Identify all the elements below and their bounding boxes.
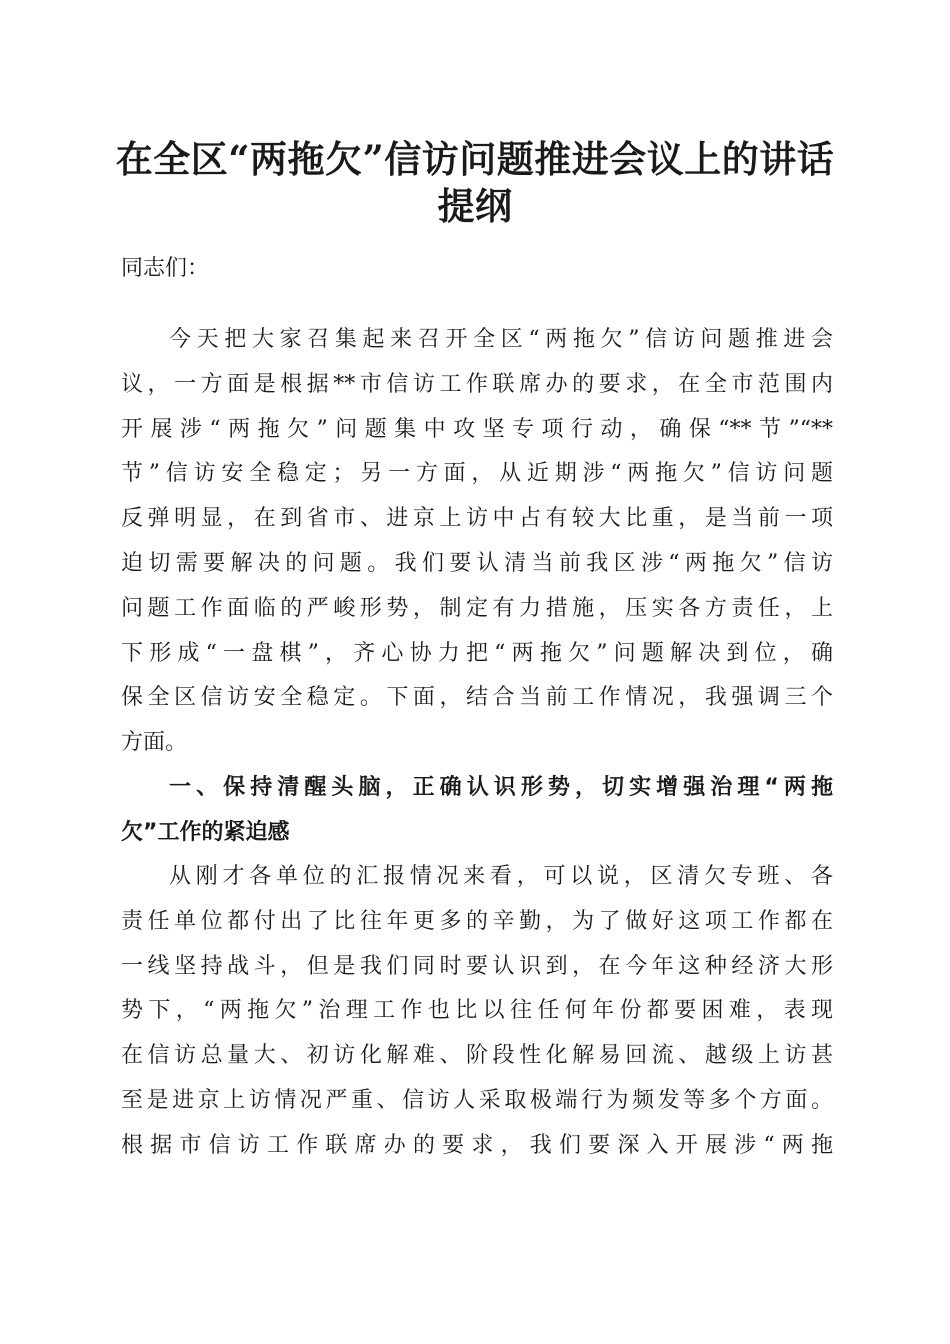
title-line-1: 在全区“两拖欠”信访问题推进会议上的讲话 <box>115 137 835 181</box>
paragraph-line: 在信访总量大、初访化解难、阶段性化解易回流、越级上访甚 <box>121 1043 833 1069</box>
paragraph-intro <box>121 325 833 758</box>
paragraph-line: 根据市信访工作联席办的要求，我们要深入开展涉“两拖 <box>121 1132 833 1158</box>
paragraph-line: 开展涉“两拖欠”问题集中攻坚专项行动，确保“**节”“** <box>121 416 833 442</box>
paragraph-line: 今天把大家召集起来召开全区“两拖欠”信访问题推进会 <box>169 327 833 352</box>
paragraph-line: 下形成“一盘棋”，齐心协力把“两拖欠”问题解决到位，确 <box>121 640 833 666</box>
paragraph-line: 反弹明显，在到省市、进京上访中占有较大比重，是当前一项 <box>121 506 833 532</box>
section-heading-1 <box>121 773 833 848</box>
paragraph-line: 节”信访安全稳定；另一方面，从近期涉“两拖欠”信访问题 <box>121 461 833 487</box>
paragraph-line: 责任单位都付出了比往年更多的辛勤，为了做好这项工作都在 <box>121 908 833 934</box>
title-line-2: 提纲 <box>437 184 513 228</box>
paragraph-line: 方面。 <box>121 730 188 756</box>
paragraph-line: 从刚才各单位的汇报情况来看，可以说，区清欠专班、各 <box>169 864 833 889</box>
salutation: 同志们： <box>121 256 210 281</box>
paragraph-line: 至是进京上访情况严重、信访人采取极端行为频发等多个方面。 <box>121 1087 833 1113</box>
paragraph-line: 问题工作面临的严峻形势，制定有力措施，压实各方责任，上 <box>121 595 833 621</box>
heading-line: 欠”工作的紧迫感 <box>121 819 290 845</box>
document-title <box>100 136 850 230</box>
paragraph-line: 议，一方面是根据**市信访工作联席办的要求，在全市范围内 <box>121 371 833 397</box>
paragraph-line: 迫切需要解决的问题。我们要认清当前我区涉“两拖欠”信访 <box>121 550 833 576</box>
paragraph-section-1 <box>121 862 833 1161</box>
paragraph-line: 保全区信访安全稳定。下面，结合当前工作情况，我强调三个 <box>121 685 833 711</box>
paragraph-line: 一线坚持战斗，但是我们同时要认识到，在今年这种经济大形 <box>121 953 833 979</box>
heading-line: 一、保持清醒头脑，正确认识形势，切实增强治理“两拖 <box>169 775 833 800</box>
paragraph-line: 势下，“两拖欠”治理工作也比以往任何年份都要困难，表现 <box>121 998 833 1024</box>
